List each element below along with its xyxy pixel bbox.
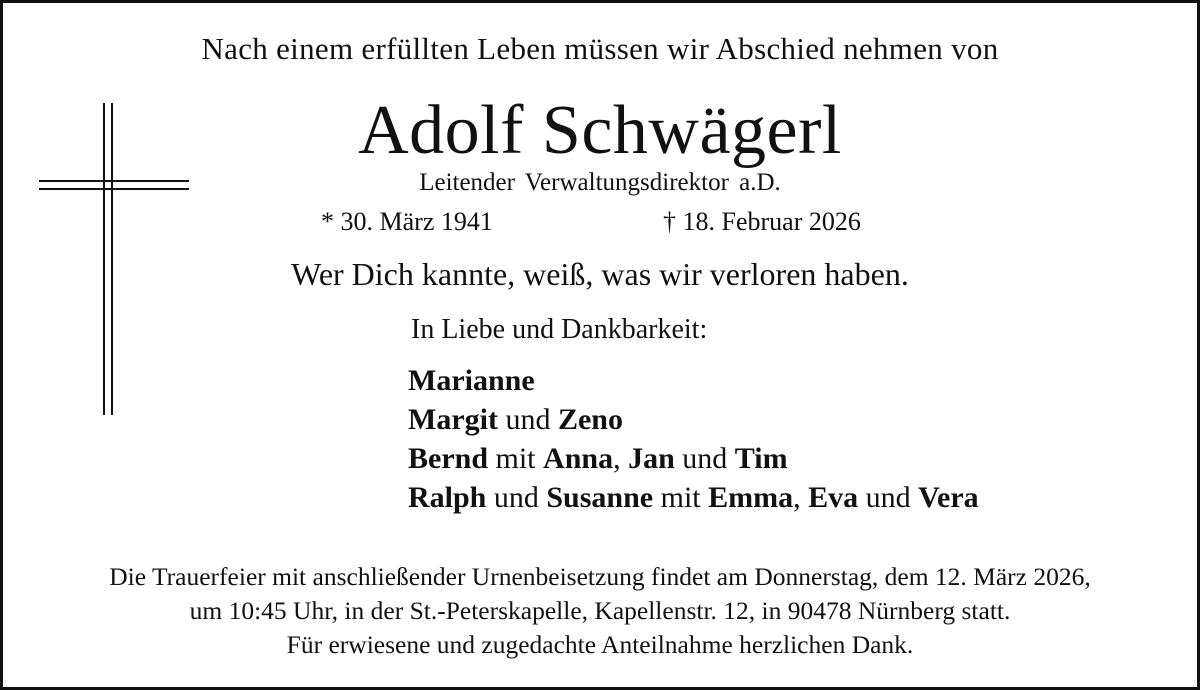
connector-text: und: [674, 442, 735, 475]
mourner-name: Vera: [918, 481, 979, 514]
mourner-name: Emma: [708, 481, 794, 514]
mourners-list: [408, 361, 979, 517]
connector-text: ,: [613, 442, 629, 475]
mourner-name: Jan: [628, 442, 675, 475]
funeral-details-line: Die Trauerfeier mit anschließender Urnenbeisetzung findet am Donnerstag, dem 12. März 2026,: [109, 562, 1091, 591]
mourner-row: [408, 439, 979, 478]
death-date: † 18. Februar 2026: [663, 207, 861, 236]
mourner-name: Eva: [808, 481, 859, 514]
mourner-name: Margit: [408, 403, 498, 436]
mourner-name: Ralph: [408, 481, 487, 514]
connector-text: mit: [653, 481, 709, 514]
mourner-name: Susanne: [546, 481, 654, 514]
birth-date: * 30. März 1941: [321, 207, 493, 236]
funeral-details: [3, 560, 1197, 662]
thanks-heading: In Liebe und Dankbarkeit:: [411, 314, 708, 345]
funeral-details-line: Für erwiesene und zugedachte Anteilnahme herzlichen Dank.: [286, 630, 914, 659]
connector-text: und: [497, 403, 558, 436]
connector-text: ,: [793, 481, 809, 514]
mourner-name: Zeno: [557, 403, 623, 436]
mourner-row: [408, 400, 979, 439]
funeral-details-line: um 10:45 Uhr, in der St.-Peterskapelle, Kapellenstr. 12, in 90478 Nürnberg statt.: [189, 596, 1011, 625]
memorial-quote: Wer Dich kannte, weiß, was wir verloren haben.: [291, 256, 909, 292]
mourner-name: Tim: [734, 442, 788, 475]
intro-text: Nach einem erfüllten Leben müssen wir Abschied nehmen von: [201, 31, 999, 66]
mourner-name: Bernd: [408, 442, 489, 475]
deceased-name: Adolf Schwägerl: [358, 92, 842, 169]
connector-text: mit: [488, 442, 544, 475]
mourner-name: Anna: [543, 442, 614, 475]
mourner-row: [408, 361, 979, 400]
mourner-row: [408, 478, 979, 517]
connector-text: und: [858, 481, 919, 514]
deceased-title: Leitender Verwaltungsdirektor a.D.: [419, 169, 781, 196]
connector-text: und: [486, 481, 547, 514]
mourner-name: Marianne: [408, 364, 535, 397]
